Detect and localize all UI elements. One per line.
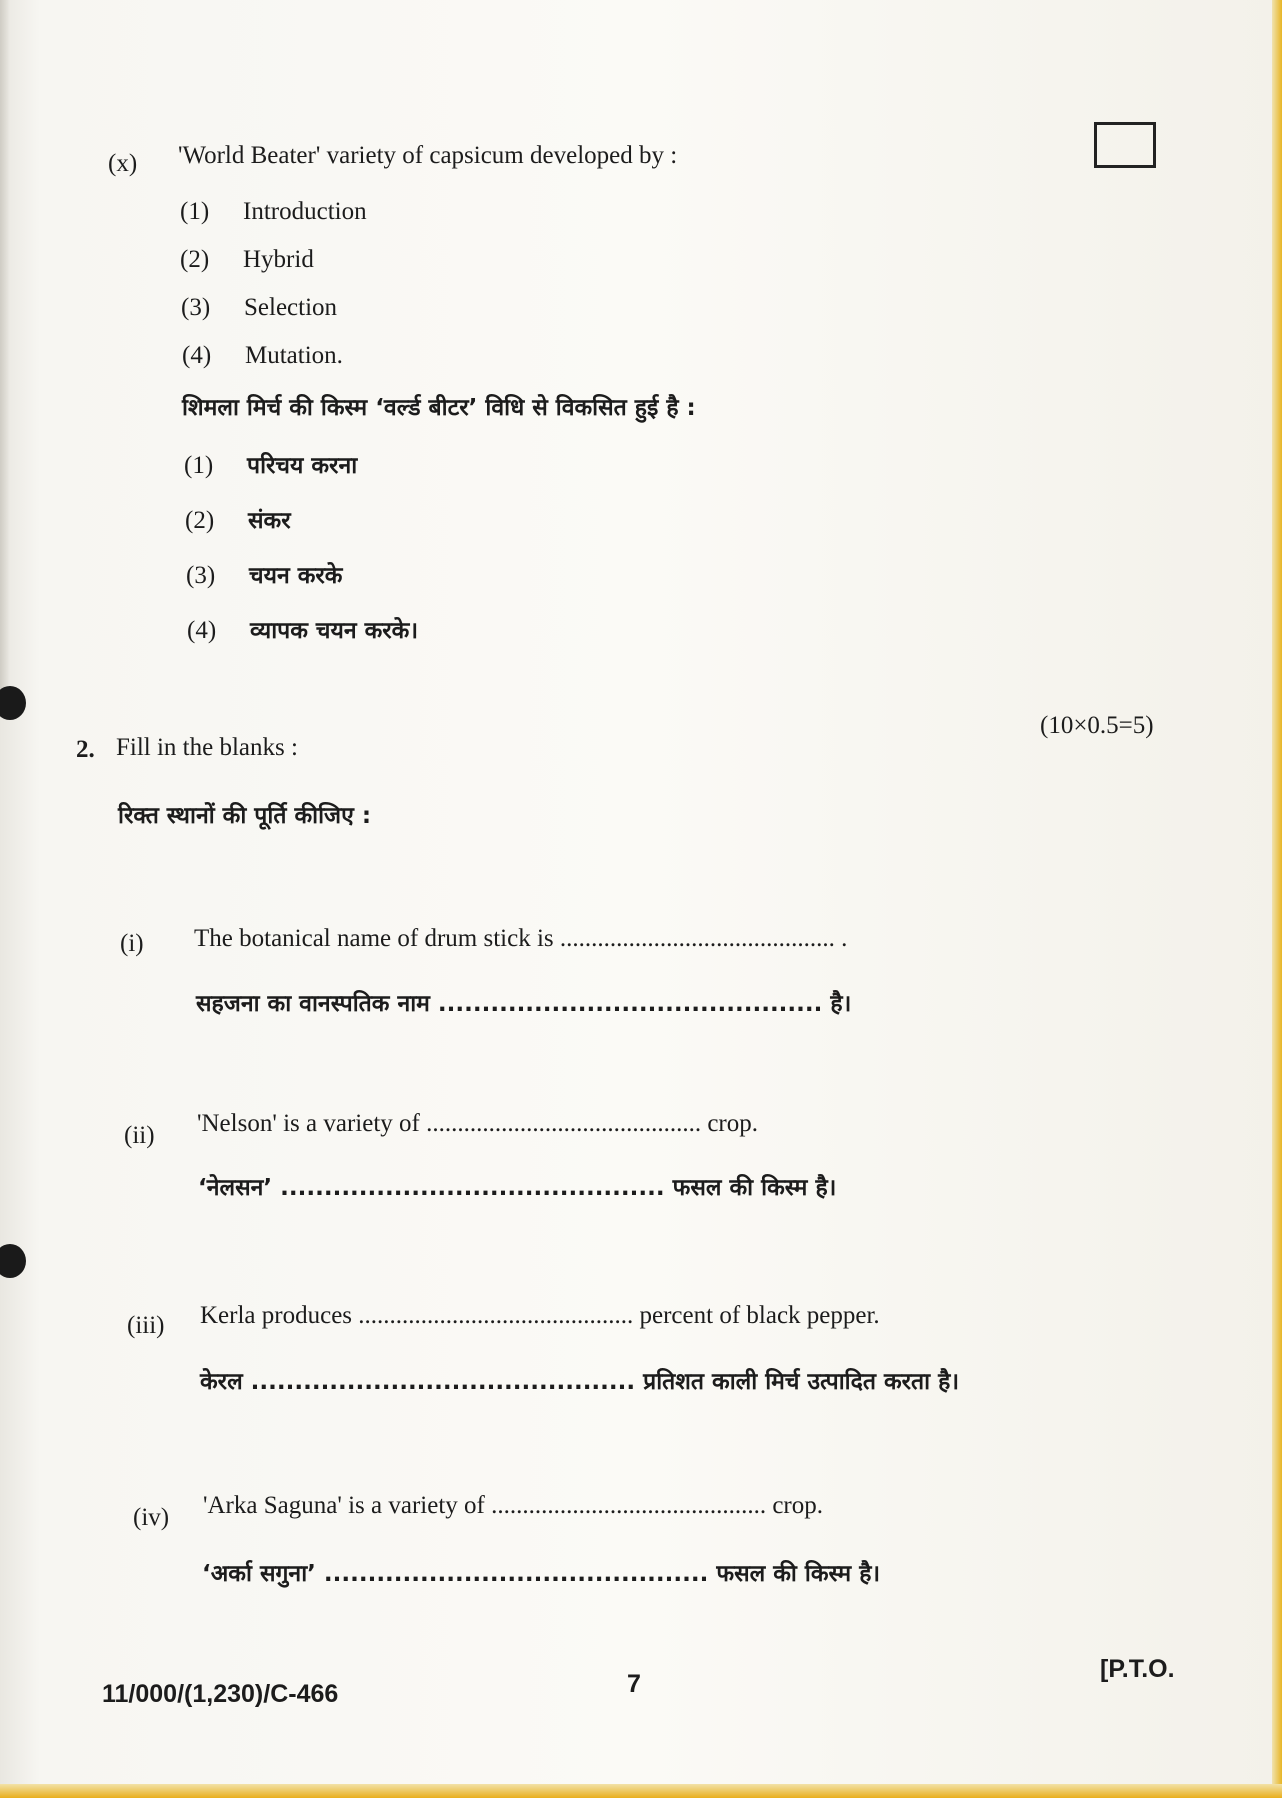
question-text-hindi: शिमला मिर्च की किस्म ‘वर्ल्ड बीटर’ विधि से विकसित हुई है : — [182, 395, 696, 421]
option-number: (4) — [182, 342, 212, 369]
option-text-hindi: परिचय करना — [247, 453, 358, 479]
question-number: 2. — [76, 736, 95, 763]
option-text: Selection — [244, 294, 338, 321]
option-text-hindi: संकर — [248, 508, 291, 534]
item-text-hindi: ‘नेलसन’ ............................................ फसल की किस्म है। — [198, 1175, 837, 1201]
option-number: (2) — [185, 507, 215, 534]
option-number: (2) — [180, 246, 210, 273]
item-number: (i) — [120, 930, 144, 957]
item-number: (iii) — [127, 1312, 165, 1339]
question-title: Fill in the blanks : — [116, 734, 298, 761]
page-number: 7 — [627, 1670, 641, 1698]
item-text: The botanical name of drum stick is ............................................ . — [194, 925, 848, 952]
option-number: (1) — [180, 198, 210, 225]
page-edge — [1272, 0, 1282, 1798]
option-text: Mutation. — [245, 342, 343, 369]
item-text: Kerla produces ............................................ percent of black pepper. — [200, 1302, 880, 1329]
punch-hole — [0, 1244, 26, 1278]
punch-hole — [0, 686, 26, 720]
item-number: (ii) — [124, 1122, 155, 1149]
option-text-hindi: व्यापक चयन करके। — [250, 618, 419, 644]
option-number: (1) — [184, 452, 214, 479]
page-shadow — [0, 0, 10, 700]
page-edge-bottom — [0, 1784, 1282, 1798]
item-text: 'Arka Saguna' is a variety of ............................................ crop. — [203, 1492, 824, 1519]
item-text: 'Nelson' is a variety of ............................................ crop. — [197, 1110, 759, 1137]
question-text: 'World Beater' variety of capsicum developed by : — [178, 142, 678, 169]
item-text-hindi: सहजना का वानस्पतिक नाम ............................................ है। — [196, 991, 852, 1017]
question-number: (x) — [108, 150, 138, 177]
option-text-hindi: चयन करके — [249, 563, 343, 589]
option-number: (4) — [187, 617, 217, 644]
item-text-hindi: केरल ............................................ प्रतिशत काली मिर्च उत्पादित करता है। — [200, 1369, 960, 1395]
option-number: (3) — [181, 294, 211, 321]
paper-code: 11/000/(1,230)/C-466 — [102, 1680, 339, 1708]
item-number: (iv) — [133, 1504, 170, 1531]
question-title-hindi: रिक्त स्थानों की पूर्ति कीजिए : — [118, 803, 372, 829]
answer-box[interactable] — [1094, 122, 1156, 168]
option-text: Introduction — [243, 198, 367, 225]
option-number: (3) — [186, 562, 216, 589]
item-text-hindi: ‘अर्का सगुना’ ............................................ फसल की किस्म है। — [202, 1561, 881, 1587]
option-text: Hybrid — [243, 246, 314, 273]
pto-note: [P.T.O. — [1100, 1655, 1175, 1683]
marks-allotted: (10×0.5=5) — [1040, 712, 1154, 739]
